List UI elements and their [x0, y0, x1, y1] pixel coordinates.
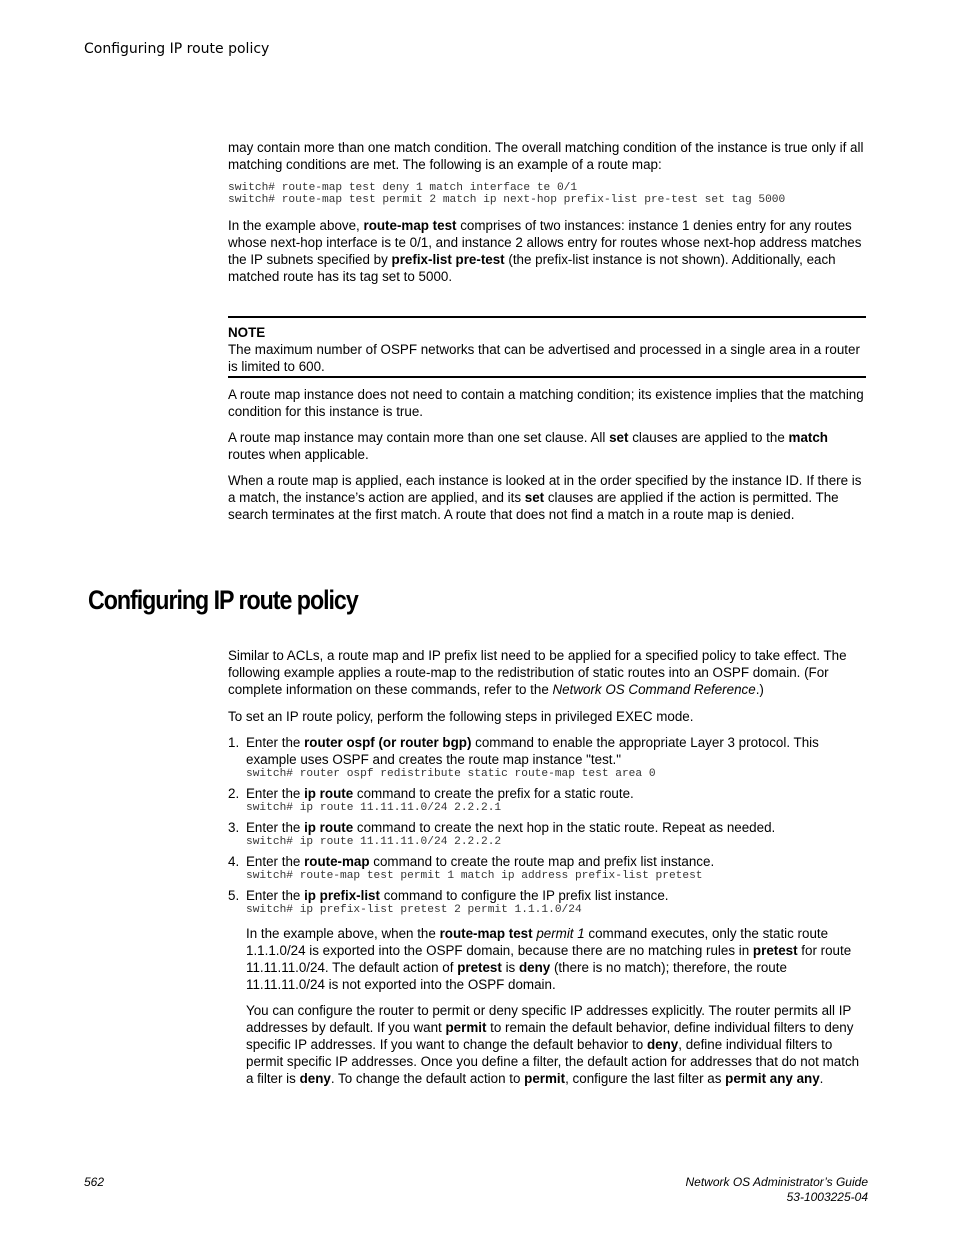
step-text: Enter the ip prefix-list command to configure the IP prefix list instance.	[246, 888, 669, 903]
section-paragraph-9: You can configure the router to permit or deny specific IP addresses explicitly. The router permits all IP addresses by default. If you want permit to remain the default behavior, define individual filters to deny specific IP addresses. If you want to change the default behavior to deny, define individual filters to permit specific IP addresses. Once you define a filter, the default action for addresses that do not match a filter is deny. To change the default action to permit, configure the last filter as permit any any.	[246, 1003, 860, 1086]
route-map-example-code: switch# route-map test deny 1 match interface te 0/1 switch# route-map test permit 2 match ip next-hop prefix-list pre-test set tag 5000	[228, 182, 786, 206]
step-number: 3.	[228, 820, 240, 835]
step-text: Enter the route-map command to create the route map and prefix list instance.	[246, 854, 715, 869]
page-number: 562	[84, 1175, 105, 1189]
step-code: switch# router ospf redistribute static route-map test area 0	[246, 768, 656, 780]
section-paragraph-7: To set an IP route policy, perform the following steps in privileged EXEC mode.	[228, 709, 694, 724]
intro-paragraph-2: In the example above, route-map test comprises of two instances: instance 1 denies entry for any routes whose next-hop interface is te 0/1, and instance 2 allows entry for routes whose next-hop address matches the IP subnets specified by prefix-list pre-test (the prefix-list instance is not shown). Additionally, each matched route has its tag set to 5000.	[228, 218, 862, 284]
step-code: switch# ip prefix-list pretest 2 permit 1.1.1.0/24	[246, 904, 582, 916]
footer-guide-title: Network OS Administrator’s Guide	[685, 1175, 868, 1189]
note-label: NOTE	[228, 325, 266, 340]
step-text: Enter the ip route command to create the prefix for a static route.	[246, 786, 634, 801]
intro-paragraph-1: may contain more than one match condition. The overall matching condition of the instance is true only if all matching conditions are met. The following is an example of a route map:	[228, 140, 864, 172]
note-body: The maximum number of OSPF networks that can be advertised and processed in a single area in a router is limited to 600.	[228, 342, 860, 374]
section-heading: Configuring IP route policy	[88, 585, 358, 615]
body-paragraph-4: A route map instance may contain more than one set clause. All set clauses are applied to the match routes when applicable.	[228, 430, 828, 462]
step-text: Enter the router ospf (or router bgp) command to enable the appropriate Layer 3 protocol. This example uses OSPF and creates the route map instance "test."	[246, 735, 819, 767]
running-header: Configuring IP route policy	[84, 41, 270, 57]
step-number: 1.	[228, 735, 240, 750]
step-number: 5.	[228, 888, 240, 903]
step-code: switch# route-map test permit 1 match ip address prefix-list pretest	[246, 870, 703, 882]
body-paragraph-5: When a route map is applied, each instance is looked at in the order specified by the instance ID. If there is a match, the instance’s action are applied, and its set clauses are applied if the action is permitted. The search terminates at the first match. A route that does not find a match in a route map is denied.	[228, 473, 862, 522]
step-text: Enter the ip route command to create the next hop in the static route. Repeat as needed.	[246, 820, 776, 835]
step-number: 4.	[228, 854, 240, 869]
footer-doc-number: 53-1003225-04	[786, 1190, 868, 1204]
step-code: switch# ip route 11.11.11.0/24 2.2.2.1	[246, 802, 502, 814]
section-heading-wrap	[88, 585, 402, 616]
section-paragraph-8: In the example above, when the route-map test permit 1 command executes, only the static route 1.1.1.0/24 is exported into the OSPF domain, because there are no matching rules in pretest for route 11.11.11.0/24. The default action of pretest is deny (there is no match); therefore, the route 11.11.11.0/24 is not exported into the OSPF domain.	[246, 926, 852, 992]
note-box	[228, 316, 866, 378]
section-paragraph-6: Similar to ACLs, a route map and IP prefix list need to be applied for a specified policy to take effect. The following example applies a route-map to the redistribution of static routes into an OSPF domain. (For complete information on these commands, refer to the Network OS Command Reference.)	[228, 648, 847, 697]
body-paragraph-3: A route map instance does not need to contain a matching condition; its existence implies that the matching condition for this instance is true.	[228, 387, 864, 419]
step-number: 2.	[228, 786, 240, 801]
step-code: switch# ip route 11.11.11.0/24 2.2.2.2	[246, 836, 502, 848]
